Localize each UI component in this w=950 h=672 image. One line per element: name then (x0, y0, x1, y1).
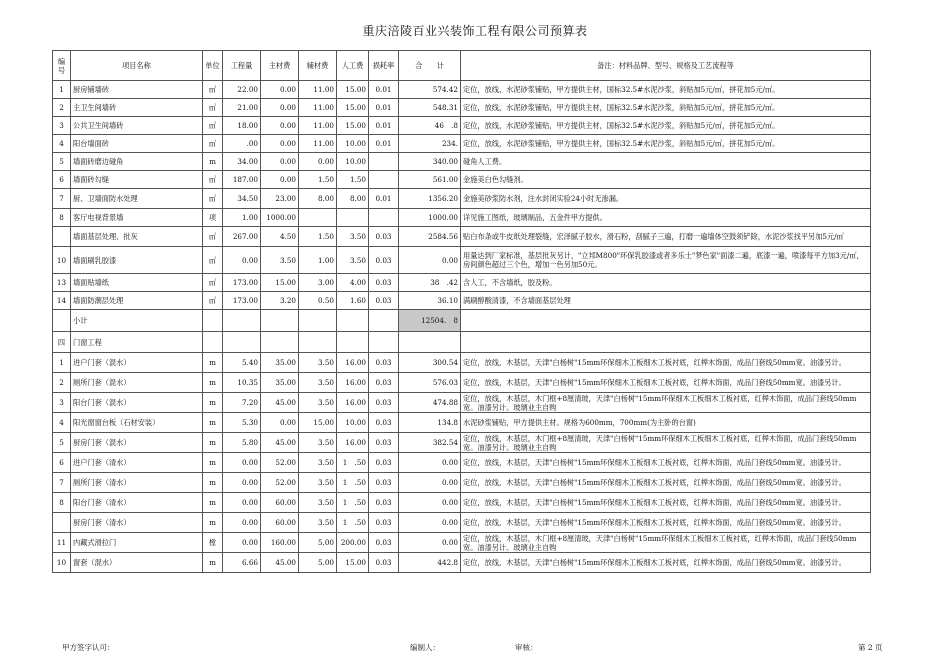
cell-note: 定位，放线，木基层，木门框+8厘清玻，天津"白杨树"15mm环保细木工板细木工板衬底，红榉木饰面，成品门套线50mm宽。油漆另计。玻璃业主自购 (461, 533, 871, 553)
cell-no: 1 (53, 81, 71, 99)
cell-loss: 0.03 (369, 274, 399, 292)
cell-main: 60.00 (261, 493, 299, 513)
cell-labor: 1.60 (337, 292, 369, 310)
cell-unit: ㎡ (203, 274, 223, 292)
cell-qty: 173.00 (223, 292, 261, 310)
cell-qty: 5.30 (223, 413, 261, 433)
cell-unit: ㎡ (203, 189, 223, 209)
cell-total: 0.00 (399, 533, 461, 553)
cell-main: 52.00 (261, 453, 299, 473)
cell-no: 2 (53, 99, 71, 117)
cell-no: 1 (53, 353, 71, 373)
cell-no: 2 (53, 373, 71, 393)
cell-main: 0.00 (261, 171, 299, 189)
cell-qty (223, 310, 261, 332)
table-row (53, 533, 871, 553)
cell-qty: 0.00 (223, 453, 261, 473)
cell-no: 3 (53, 393, 71, 413)
cell-aux: 3.50 (299, 393, 337, 413)
cell-unit: m (203, 433, 223, 453)
cell-qty: 5.40 (223, 353, 261, 373)
cell-unit: ㎡ (203, 117, 223, 135)
cell-main (261, 310, 299, 332)
cell-unit (203, 310, 223, 332)
cell-note: 定位，放线，木基层，天津"白杨树"15mm环保细木工板细木工板衬底，红榉木饰面，成品门套线50mm宽。油漆另计。 (461, 473, 871, 493)
header-name: 项目名称 (71, 51, 203, 81)
cell-total: 12504. 8 (399, 310, 461, 332)
cell-no: 7 (53, 189, 71, 209)
cell-loss: 0.03 (369, 373, 399, 393)
cell-aux: 11.00 (299, 135, 337, 153)
cell-unit: m (203, 513, 223, 533)
cell-total: 1000.00 (399, 209, 461, 227)
cell-no: 6 (53, 453, 71, 473)
cell-total: 474.88 (399, 393, 461, 413)
cell-labor: 15.00 (337, 117, 369, 135)
cell-loss: 0.03 (369, 553, 399, 573)
cell-unit: m (203, 393, 223, 413)
cell-name: 墙面基层处理、批灰 (71, 227, 203, 247)
cell-name: 墙面砖勾缝 (71, 171, 203, 189)
footer-sign: 甲方签字认可： (62, 643, 115, 652)
cell-note: 金施美砂浆防水剂，注水封闭实验24小时无渗漏。 (461, 189, 871, 209)
cell-aux: 1.50 (299, 227, 337, 247)
cell-aux: 3.50 (299, 453, 337, 473)
page-title: 重庆涪陵百业兴装饰工程有限公司预算表 (362, 24, 588, 38)
cell-main (261, 332, 299, 353)
header-no: 编号 (53, 51, 71, 81)
cell-main: 35.00 (261, 353, 299, 373)
cell-total: 0.00 (399, 453, 461, 473)
table-row (53, 433, 871, 453)
cell-unit: m (203, 373, 223, 393)
cell-unit: m (203, 413, 223, 433)
budget-table (52, 50, 871, 573)
cell-name: 阳台门套（混水） (71, 393, 203, 413)
table-row (53, 117, 871, 135)
cell-unit: m (203, 453, 223, 473)
cell-unit: ㎡ (203, 99, 223, 117)
cell-main: 60.00 (261, 513, 299, 533)
cell-note: 含人工，不含墙纸，胶及粉。 (461, 274, 871, 292)
cell-qty: 187.00 (223, 171, 261, 189)
cell-name: 客厅电视背景墙 (71, 209, 203, 227)
cell-no: 4 (53, 413, 71, 433)
cell-labor (337, 209, 369, 227)
cell-qty: 5.80 (223, 433, 261, 453)
cell-no (53, 513, 71, 533)
cell-loss: 0.03 (369, 433, 399, 453)
cell-note: 水泥砂浆铺贴，甲方提供主材。规格为600mm，700mm(为主卧的台窗) (461, 413, 871, 433)
cell-aux: 3.50 (299, 493, 337, 513)
cell-name: 厕所门套（清水） (71, 473, 203, 493)
header-main: 主材费 (261, 51, 299, 81)
cell-labor: 15.00 (337, 553, 369, 573)
cell-loss: 0.03 (369, 493, 399, 513)
cell-note: 定位，放线，木基层，天津"白杨树"15mm环保细木工板细木工板衬底，红榉木饰面，成品门套线50mm宽。油漆另计。 (461, 513, 871, 533)
cell-main: 52.00 (261, 473, 299, 493)
table-row (53, 453, 871, 473)
cell-no: 11 (53, 533, 71, 553)
table-row (53, 153, 871, 171)
table-row (53, 227, 871, 247)
cell-main: 45.00 (261, 393, 299, 413)
cell-main: 15.00 (261, 274, 299, 292)
table-row (53, 81, 871, 99)
cell-main: 0.00 (261, 81, 299, 99)
cell-labor: 8.00 (337, 189, 369, 209)
cell-main: 3.50 (261, 247, 299, 274)
cell-aux: 15.00 (299, 413, 337, 433)
cell-no: 7 (53, 473, 71, 493)
cell-note: 定位，放线，水泥砂浆铺贴，甲方提供主材，国标32.5#水泥沙浆，斜贴加5元/㎡，拼花加5元/㎡。 (461, 117, 871, 135)
cell-qty: 34.00 (223, 153, 261, 171)
cell-labor: 1 .50 (337, 473, 369, 493)
cell-main: 0.00 (261, 135, 299, 153)
cell-main: 0.00 (261, 117, 299, 135)
cell-aux: 0.00 (299, 153, 337, 171)
header-total: 合 计 (399, 51, 461, 81)
cell-aux (299, 332, 337, 353)
cell-total: 0.00 (399, 513, 461, 533)
cell-name: 内藏式滑拉门 (71, 533, 203, 553)
cell-qty: 6.66 (223, 553, 261, 573)
table-row (53, 473, 871, 493)
cell-unit: 项 (203, 209, 223, 227)
cell-qty: .00 (223, 135, 261, 153)
cell-name: 主卫生间墙砖 (71, 99, 203, 117)
cell-total: 46 .8 (399, 117, 461, 135)
cell-main: 23.00 (261, 189, 299, 209)
cell-qty: 267.00 (223, 227, 261, 247)
cell-total: 548.31 (399, 99, 461, 117)
cell-qty: 21.00 (223, 99, 261, 117)
cell-main: 4.50 (261, 227, 299, 247)
cell-labor: 1 .50 (337, 493, 369, 513)
cell-labor: 16.00 (337, 373, 369, 393)
cell-loss: 0.03 (369, 247, 399, 274)
cell-labor: 3.50 (337, 227, 369, 247)
table-row (53, 553, 871, 573)
cell-loss: 0.01 (369, 99, 399, 117)
footer-reviewer: 审核： (515, 643, 538, 652)
cell-note: 定位，放线，木基层，木门框+8厘清玻，天津"白杨树"15mm环保细木工板细木工板衬底，红榉木饰面，成品门套线50mm宽。油漆另计。玻璃业主自购 (461, 393, 871, 413)
cell-total: 0.00 (399, 247, 461, 274)
footer-page: 第 2 页 (858, 643, 883, 652)
cell-aux: 0.50 (299, 292, 337, 310)
table-row (53, 99, 871, 117)
cell-name: 厕所门套（混水） (71, 373, 203, 393)
cell-labor: 1 .50 (337, 453, 369, 473)
cell-loss: 0.03 (369, 513, 399, 533)
cell-labor: 15.00 (337, 99, 369, 117)
cell-no: 13 (53, 274, 71, 292)
cell-total: 574.42 (399, 81, 461, 99)
cell-main: 160.00 (261, 533, 299, 553)
table-row (53, 247, 871, 274)
cell-name: 窗套（混水） (71, 553, 203, 573)
cell-no (53, 310, 71, 332)
cell-main: 45.00 (261, 433, 299, 453)
cell-note: 金施美白色勾缝剂。 (461, 171, 871, 189)
cell-name: 进户门套（混水） (71, 353, 203, 373)
cell-labor: 16.00 (337, 353, 369, 373)
cell-labor: 1 .50 (337, 513, 369, 533)
header-aux: 辅材费 (299, 51, 337, 81)
cell-unit: m (203, 473, 223, 493)
cell-labor: 16.00 (337, 433, 369, 453)
cell-aux: 3.50 (299, 373, 337, 393)
cell-loss: 0.03 (369, 227, 399, 247)
cell-note: 用量达到厂家标准，基层批灰另计，"立邦M800"环保乳胶漆或者多乐士"梦色家"面漆二遍，底漆一遍，喷漆每平方加3元/㎡，房间颜色超过三个色，增加一色另加50元。 (461, 247, 871, 274)
cell-labor: 3.50 (337, 247, 369, 274)
cell-loss (369, 209, 399, 227)
cell-qty: 34.50 (223, 189, 261, 209)
cell-main: 0.00 (261, 153, 299, 171)
cell-name: 厨、卫墙面防水处理 (71, 189, 203, 209)
cell-name: 墙面贴墙纸 (71, 274, 203, 292)
cell-unit: ㎡ (203, 171, 223, 189)
cell-note: 定位，放线，木基层，天津"白杨树"15mm环保细木工板细木工板衬底，红榉木饰面，成品门套线50mm宽。油漆另计。 (461, 353, 871, 373)
cell-qty: 7.20 (223, 393, 261, 413)
cell-unit: ㎡ (203, 81, 223, 99)
table-row (53, 393, 871, 413)
cell-qty: 0.00 (223, 247, 261, 274)
cell-total: 300.54 (399, 353, 461, 373)
cell-no: 6 (53, 171, 71, 189)
cell-aux: 1.00 (299, 247, 337, 274)
cell-total: 561.00 (399, 171, 461, 189)
cell-qty (223, 332, 261, 353)
cell-total: 2584.56 (399, 227, 461, 247)
cell-labor: 10.00 (337, 153, 369, 171)
cell-note: 定位，放线，木基层，天津"白杨树"15mm环保细木工板细木工板衬底，红榉木饰面，成品门套线50mm宽。油漆另计。 (461, 373, 871, 393)
cell-aux: 3.50 (299, 353, 337, 373)
cell-no: 8 (53, 493, 71, 513)
table-row (53, 493, 871, 513)
cell-main: 45.00 (261, 553, 299, 573)
cell-loss: 0.01 (369, 117, 399, 135)
cell-main: 1000.00 (261, 209, 299, 227)
cell-note: 定位，放线，水泥砂浆铺贴，甲方提供主材，国标32.5#水泥沙浆，斜贴加5元/㎡，拼花加5元/㎡。 (461, 81, 871, 99)
cell-note (461, 332, 871, 353)
cell-name: 墙面砖磨边碰角 (71, 153, 203, 171)
cell-no: 8 (53, 209, 71, 227)
cell-loss: 0.03 (369, 413, 399, 433)
cell-total (399, 332, 461, 353)
cell-name: 墙面刷乳胶漆 (71, 247, 203, 274)
cell-main: 0.00 (261, 99, 299, 117)
cell-unit: 樘 (203, 533, 223, 553)
table-header-row (53, 51, 871, 81)
cell-unit: ㎡ (203, 227, 223, 247)
cell-name: 阳台墙面砖 (71, 135, 203, 153)
table-row (53, 373, 871, 393)
cell-note: 定位，放线，木基层，天津"白杨树"15mm环保细木工板细木工板衬底，红榉木饰面，成品门套线50mm宽。油漆另计。 (461, 553, 871, 573)
cell-loss: 0.01 (369, 189, 399, 209)
table-row (53, 274, 871, 292)
cell-name: 厨房门套（清水） (71, 513, 203, 533)
table-row (53, 292, 871, 310)
cell-unit: m (203, 153, 223, 171)
cell-qty: 0.00 (223, 513, 261, 533)
table-row (53, 513, 871, 533)
cell-no: 3 (53, 117, 71, 135)
cell-total: 442.8 (399, 553, 461, 573)
cell-note: 定位，放线，木基层，木门框+8厘清玻，天津"白杨树"15mm环保细木工板细木工板衬底，红榉木饰面，成品门套线50mm宽。油漆另计。玻璃业主自购 (461, 433, 871, 453)
cell-no: 10 (53, 553, 71, 573)
cell-loss: 0.03 (369, 292, 399, 310)
cell-aux: 1.50 (299, 171, 337, 189)
cell-qty: 18.00 (223, 117, 261, 135)
cell-name: 厨房铺墙砖 (71, 81, 203, 99)
cell-no: 4 (53, 135, 71, 153)
cell-no: 5 (53, 153, 71, 171)
cell-qty: 10.35 (223, 373, 261, 393)
cell-name: 厨房门套（混水） (71, 433, 203, 453)
cell-total: 1356.20 (399, 189, 461, 209)
table-row (53, 209, 871, 227)
cell-name: 进户门套（清水） (71, 453, 203, 473)
cell-unit: m (203, 353, 223, 373)
cell-note: 满刷醇酸清漆，不含墙面基层处理 (461, 292, 871, 310)
cell-qty: 0.00 (223, 473, 261, 493)
cell-main: 35.00 (261, 373, 299, 393)
cell-unit: ㎡ (203, 292, 223, 310)
table-row (53, 413, 871, 433)
header-loss: 损耗率 (369, 51, 399, 81)
cell-no: 四 (53, 332, 71, 353)
header-note: 备注：材料品牌、型号、规格及工艺流程等 (461, 51, 871, 81)
cell-unit: m (203, 493, 223, 513)
cell-labor: 16.00 (337, 393, 369, 413)
cell-total: 0.00 (399, 473, 461, 493)
cell-unit: m (203, 553, 223, 573)
cell-total: 134.8 (399, 413, 461, 433)
footer-editor: 编制人： (410, 643, 440, 652)
cell-aux: 11.00 (299, 81, 337, 99)
cell-aux: 3.00 (299, 274, 337, 292)
cell-total: 576.03 (399, 373, 461, 393)
cell-aux (299, 209, 337, 227)
cell-aux: 5.00 (299, 553, 337, 573)
cell-note: 贴白布条或牛皮纸处理裂缝，宏泽腻子胶水，滑石粉，刮腻子三遍，打磨一遍墙体空鼓须铲除，水泥沙浆找平另加5元/㎡ (461, 227, 871, 247)
cell-name: 公共卫生间墙砖 (71, 117, 203, 135)
cell-aux: 11.00 (299, 99, 337, 117)
cell-aux: 5.00 (299, 533, 337, 553)
cell-loss (369, 171, 399, 189)
cell-note: 定位，放线，水泥砂浆铺贴，甲方提供主材，国标32.5#水泥沙浆，斜贴加5元/㎡，拼花加5元/㎡。 (461, 99, 871, 117)
cell-total: 38 .42 (399, 274, 461, 292)
cell-note: 碰角人工费。 (461, 153, 871, 171)
cell-labor (337, 310, 369, 332)
cell-qty: 22.00 (223, 81, 261, 99)
cell-qty: 173.00 (223, 274, 261, 292)
cell-no: 5 (53, 433, 71, 453)
cell-name: 门窗工程 (71, 332, 203, 353)
table-row (53, 189, 871, 209)
cell-unit (203, 332, 223, 353)
cell-name: 阳台门套（清水） (71, 493, 203, 513)
cell-loss: 0.03 (369, 393, 399, 413)
cell-total: 36.10 (399, 292, 461, 310)
cell-no: 14 (53, 292, 71, 310)
cell-qty: 0.00 (223, 493, 261, 513)
cell-note: 定位，放线，水泥砂浆铺贴，甲方提供主材，国标32.5#水泥沙浆，斜贴加5元/㎡，拼花加5元/㎡。 (461, 135, 871, 153)
section-row (53, 332, 871, 353)
cell-loss: 0.01 (369, 135, 399, 153)
cell-qty: 1.00 (223, 209, 261, 227)
cell-total: 382.54 (399, 433, 461, 453)
header-qty: 工程量 (223, 51, 261, 81)
cell-loss: 0.03 (369, 453, 399, 473)
cell-note: 详见施工图纸，玻璃制品，五金件甲方提供。 (461, 209, 871, 227)
cell-loss: 0.01 (369, 81, 399, 99)
cell-labor: 200.00 (337, 533, 369, 553)
cell-labor: 10.00 (337, 413, 369, 433)
cell-name: 阳光窗窗台板（石材安装） (71, 413, 203, 433)
cell-labor: 15.00 (337, 81, 369, 99)
cell-note (461, 310, 871, 332)
cell-aux (299, 310, 337, 332)
cell-note: 定位，放线，木基层，天津"白杨树"15mm环保细木工板细木工板衬底，红榉木饰面，成品门套线50mm宽。油漆另计。 (461, 493, 871, 513)
cell-labor: 1.50 (337, 171, 369, 189)
table-row (53, 353, 871, 373)
cell-aux: 3.50 (299, 513, 337, 533)
subtotal-row (53, 310, 871, 332)
cell-aux: 11.00 (299, 117, 337, 135)
cell-unit: ㎡ (203, 247, 223, 274)
cell-loss (369, 332, 399, 353)
table-row (53, 135, 871, 153)
cell-no: 10 (53, 247, 71, 274)
cell-name: 墙面防潮层处理 (71, 292, 203, 310)
cell-aux: 3.50 (299, 433, 337, 453)
cell-labor: 10.00 (337, 135, 369, 153)
cell-labor: 4.00 (337, 274, 369, 292)
cell-aux: 8.00 (299, 189, 337, 209)
cell-total: 340.00 (399, 153, 461, 171)
cell-loss: 0.03 (369, 473, 399, 493)
cell-aux: 3.50 (299, 473, 337, 493)
header-labor: 人工费 (337, 51, 369, 81)
cell-loss (369, 310, 399, 332)
cell-note: 定位，放线，木基层，天津"白杨树"15mm环保细木工板细木工板衬底，红榉木饰面，成品门套线50mm宽。油漆另计。 (461, 453, 871, 473)
table-row (53, 171, 871, 189)
cell-loss: 0.03 (369, 533, 399, 553)
cell-loss: 0.03 (369, 353, 399, 373)
cell-name: 小计 (71, 310, 203, 332)
header-unit: 单位 (203, 51, 223, 81)
cell-main: 3.20 (261, 292, 299, 310)
cell-total: 0.00 (399, 493, 461, 513)
cell-labor (337, 332, 369, 353)
cell-no (53, 227, 71, 247)
cell-main: 0.00 (261, 413, 299, 433)
cell-qty: 0.00 (223, 533, 261, 553)
cell-unit: ㎡ (203, 135, 223, 153)
cell-total: 234. (399, 135, 461, 153)
cell-loss (369, 153, 399, 171)
